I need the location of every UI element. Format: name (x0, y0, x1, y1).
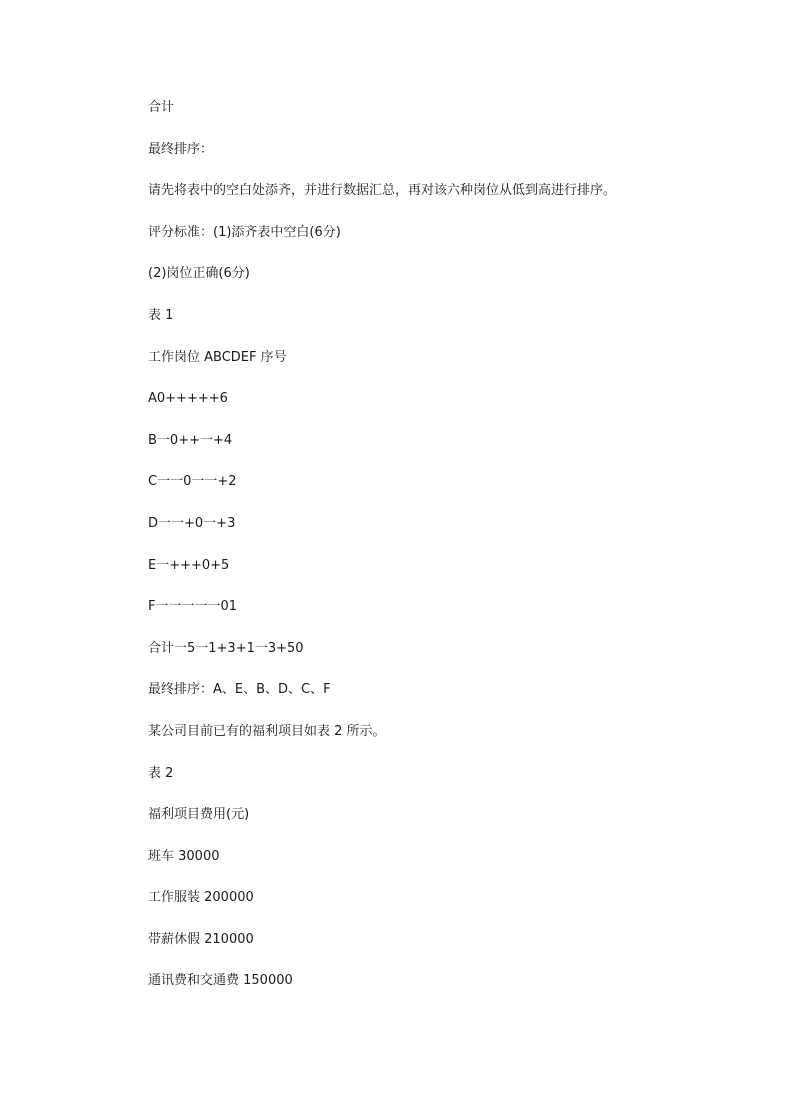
text-table1-row-e: E一+++0+5 (148, 557, 230, 573)
text-table2-row-communication: 通讯费和交通费 150000 (148, 973, 293, 989)
text-scoring-criteria-1: 评分标准：(1)添齐表中空白(6分) (148, 224, 341, 240)
text-final-ranking-label: 最终排序： (148, 141, 214, 157)
text-table2-title: 表 2 (148, 765, 174, 781)
document-body (148, 98, 748, 1013)
text-table2-row-paid-leave: 带薪休假 210000 (148, 931, 254, 947)
text-scoring-criteria-2: (2)岗位正确(6分) (148, 266, 250, 282)
text-table1-row-f: F一一一一一01 (148, 599, 238, 615)
text-table1-row-c: C一一0一一+2 (148, 474, 237, 490)
text-table1-row-d: D一一+0一+3 (148, 515, 236, 531)
text-table1-title: 表 1 (148, 307, 174, 323)
text-final-ranking-answer: 最终排序：A、E、B、D、C、F (148, 682, 331, 698)
text-table2-header: 福利项目费用(元) (148, 807, 250, 823)
text-total-heading: 合计 (148, 100, 175, 115)
text-table1-row-b: B一0++一+4 (148, 432, 233, 448)
text-instruction: 请先将表中的空白处添齐，并进行数据汇总，再对该六种岗位从低到高进行排序。 (148, 183, 617, 199)
text-table2-intro: 某公司目前已有的福利项目如表 2 所示。 (148, 723, 386, 739)
text-table1-header: 工作岗位 ABCDEF 序号 (148, 349, 287, 365)
text-table2-row-shuttle: 班车 30000 (148, 848, 220, 864)
text-table1-row-a: A0+++++6 (148, 391, 228, 407)
text-table2-row-uniform: 工作服装 200000 (148, 890, 254, 906)
text-table1-total: 合计一5一1+3+1一3+50 (148, 640, 304, 656)
